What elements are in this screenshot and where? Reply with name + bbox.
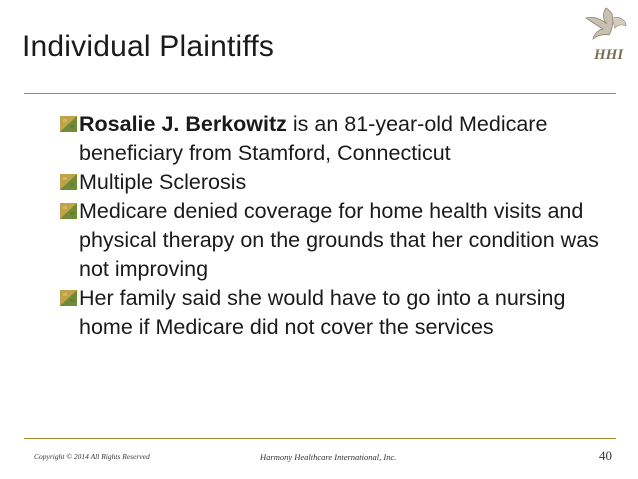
bullet-item-4 [60, 284, 620, 342]
slide-title: Individual Plaintiffs [22, 30, 275, 63]
bullet-list [60, 110, 620, 342]
title-divider [24, 93, 616, 94]
footer-company: Harmony Healthcare International, Inc. [260, 452, 397, 462]
footer-copyright: Copyright © 2014 All Rights Reserved [34, 452, 150, 461]
bullet-3-text: Medicare denied coverage for home health visits and physical therapy on the grounds that her condition was not improving [79, 199, 599, 281]
bullet-1-bold: Rosalie J. Berkowitz [79, 112, 287, 136]
dove-logo-icon [576, 4, 632, 66]
bullet-2-text: Multiple Sclerosis [79, 170, 247, 194]
bullet-item-3 [60, 197, 620, 284]
bullet-4-text: Her family said she would have to go into a nursing home if Medicare did not cover the services [79, 286, 566, 339]
bullet-1-text: is an 81-year-old Medicare beneficiary from Stamford, Connecticut [79, 112, 548, 165]
textured-square-bullet-icon [60, 203, 77, 219]
bullet-item-1 [60, 110, 620, 168]
textured-square-bullet-icon [60, 290, 77, 306]
textured-square-bullet-icon [60, 116, 77, 132]
footer-divider [24, 438, 616, 439]
logo-text: HHI [594, 47, 624, 63]
bullet-item-2 [60, 168, 620, 197]
page-number: 40 [599, 448, 612, 463]
textured-square-bullet-icon [60, 174, 77, 190]
